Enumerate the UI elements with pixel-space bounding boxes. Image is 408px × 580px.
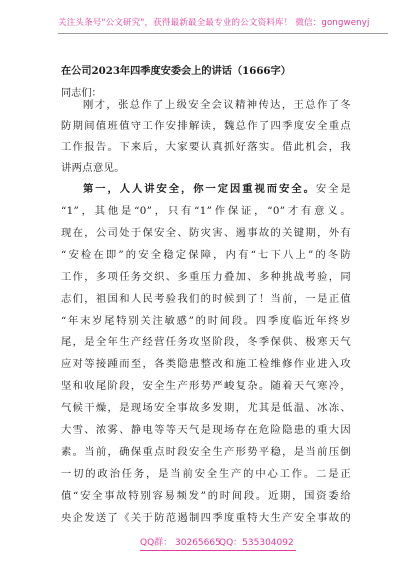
header-divider xyxy=(58,33,388,34)
promo-text: 关注头条号"公文研究"，获得最新最全最专业的公文资料库！ 微信：gongwenyj xyxy=(58,18,370,28)
section1-line: 现在，公司处于保安全、防灾害、遏事故的关键期，外有 xyxy=(61,226,351,239)
intro-line: 工作报告。下来后，大家要认真抓好落实。借此机会，我 xyxy=(61,141,351,153)
section1-line: 坚和收尾阶段，安全生产形势严峻复杂。随着天气寒冷， xyxy=(61,380,351,393)
section1-heading-tail: 安全是 xyxy=(315,183,351,195)
intro-line: 刚才，张总作了上级安全会议精神传达，王总作了冬 xyxy=(83,99,351,111)
section1-line: 气候干燥，是现场安全事故多发期，尤其是低温、冰冻、 xyxy=(61,402,351,415)
footer-qq-group: QQ群： 30265665 xyxy=(140,538,221,548)
section1-line: 志们，祖国和人民考验我们的时候到了！当前，一是正值 xyxy=(61,292,351,305)
footer-qq-contact: QQ：535304092 xyxy=(219,538,294,548)
section1-line: 工作，多项任务交织、多重压力叠加、多种挑战考验，同 xyxy=(61,270,351,283)
intro-line: 防期间值班值守工作安排解读，魏总作了四季度安全重点 xyxy=(61,120,351,132)
section1-line: 大雪、浓雾、静电等等天气是现场存在危险隐患的重大因 xyxy=(61,424,351,436)
section1-line: “1”，其他是“0”，只有“1”作保证，“0”才有意义。 xyxy=(61,205,351,217)
section1-line: 尾，是全年生产经营任务攻坚阶段，冬季保供、极寒天气 xyxy=(61,336,351,349)
footer xyxy=(0,534,408,552)
footer-underline xyxy=(140,550,296,551)
section1-heading-line xyxy=(83,180,351,198)
section1-line: “安检在即”的安全稳定保障，内有“七下八上”的冬防 xyxy=(61,248,351,261)
intro-line: 讲两点意见。 xyxy=(61,162,125,174)
salutation: 同志们： xyxy=(61,88,102,99)
section1-line: 素。当前，确保重点时段安全生产形势平稳，是当前压倒 xyxy=(61,445,351,458)
section1-line: “年末岁尾特别关注敏感”的时间段。四季度临近年终岁 xyxy=(61,314,351,327)
header-banner xyxy=(0,0,408,44)
section1-line: 应对等接踵而至，各类隐患整改和施工检维修作业进入攻 xyxy=(61,358,351,371)
section1-heading: 第一，人人讲安全，你一定因重视而安全。 xyxy=(83,183,316,195)
section1-line: 央企发送了《关于防范遏制四季度重特大生产安全事故的 xyxy=(61,511,351,524)
document-title: 在公司2023年四季度安委会上的讲话（1666字） xyxy=(61,65,291,77)
section1-line: 值“安全事故特别容易频发”的时间段。近期，国资委给 xyxy=(61,489,351,502)
section1-line: 一切的政治任务，是当前安全生产的中心工作。二是正 xyxy=(61,467,351,480)
